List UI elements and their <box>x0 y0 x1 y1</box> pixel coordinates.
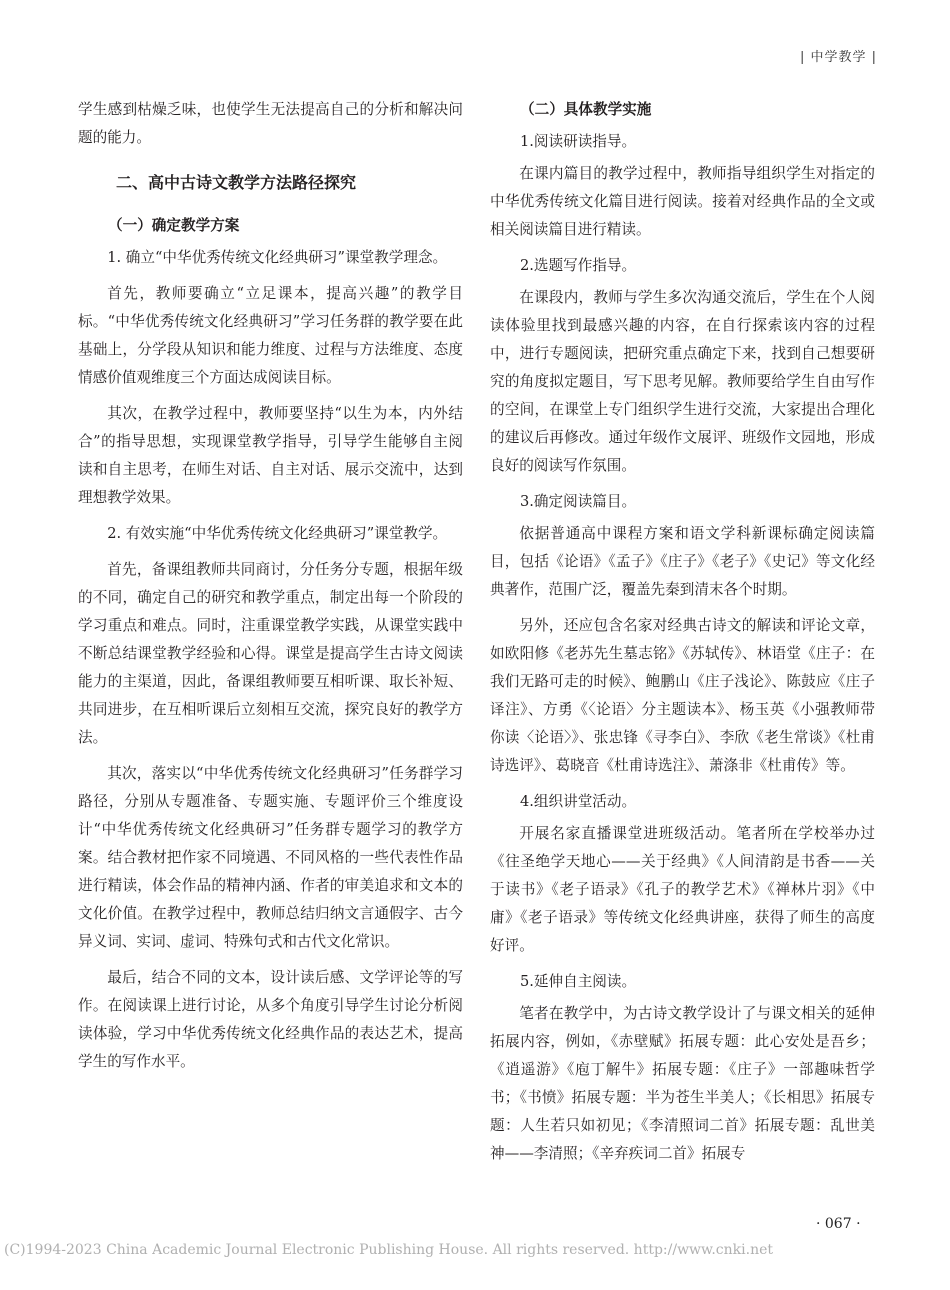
paragraph: 1. 确立“中华优秀传统文化经典研习”课堂教学理念。 <box>107 249 448 266</box>
paragraph: 其次，落实以“中华优秀传统文化经典研习”任务群学习路径，分别从专题准备、专题实施、专题评价三个维度设计“中华优秀传统文化经典研习”任务群专题学习的教学方案。结合教材把作家不同境遇、不同风格的一些代表性作品进行精读，体会作品的精神内涵、作者的审美追求和文本的文化价值。在教学过程中，教师总结归纳文言通假字、古今异义词、实词、虚词、特殊句式和古代文化常识。 <box>78 765 463 950</box>
right-column <box>490 96 875 1176</box>
paragraph: 开展名家直播课堂进班级活动。笔者所在学校举办过《往圣绝学天地心——关于经典》《人间清韵是书香——关于读书》《老子语录》《孔子的教学艺术》《禅林片羽》《中庸》《老子语录》等传统文化经典讲座，获得了师生的高度好评。 <box>490 825 875 954</box>
subsection-heading-2: （二）具体教学实施 <box>520 101 652 118</box>
intro-paragraph: 学生感到枯燥乏味，也使学生无法提高自己的分析和解决问题的能力。 <box>78 101 463 146</box>
subsection-heading-1: （一）确定教学方案 <box>108 217 240 234</box>
paragraph: 在课段内，教师与学生多次沟通交流后，学生在个人阅读体验里找到最感兴趣的内容，在自行探索该内容的过程中，进行专题阅读，把研究重点确定下来，找到自己想要研究的角度拟定题目，写下思考见解。教师要给学生自由写作的空间，在课堂上专门组织学生进行交流，大家提出合理化的建议后再修改。通过年级作文展评、班级作文园地，形成良好的阅读写作氛围。 <box>490 289 875 474</box>
left-column <box>78 96 463 1084</box>
step-heading: 2.选题写作指导。 <box>520 257 637 274</box>
step-heading: 5.延伸自主阅读。 <box>520 973 637 990</box>
paragraph: 首先，备课组教师共同商讨，分任务分专题，根据年级的不同，确定自己的研究和教学重点，制定出每一个阶段的学习重点和难点。同时，注重课堂教学实践，从课堂实践中不断总结课堂教学经验和心得。课堂是提高学生古诗文阅读能力的主渠道，因此，备课组教师要互相听课、取长补短、共同进步，在互相听课后立刻相互交流，探究良好的教学方法。 <box>78 561 463 746</box>
paragraph: 最后，结合不同的文本，设计读后感、文学评论等的写作。在阅读课上进行讨论，从多个角度引导学生讨论分析阅读体验，学习中华优秀传统文化经典作品的表达艺术，提高学生的写作水平。 <box>78 969 463 1070</box>
paragraph: 其次，在教学过程中，教师要坚持“以生为本，内外结合”的指导思想，实现课堂教学指导，引导学生能够自主阅读和自主思考，在师生对话、自主对话、展示交流中，达到理想教学效果。 <box>78 405 463 506</box>
paragraph: 在课内篇目的教学过程中，教师指导组织学生对指定的中华优秀传统文化篇目进行阅读。接着对经典作品的全文或相关阅读篇目进行精读。 <box>490 165 875 238</box>
paragraph: 笔者在教学中，为古诗文教学设计了与课文相关的延伸拓展内容，例如，《赤壁赋》拓展专题：此心安处是吾乡；《逍遥游》《庖丁解牛》拓展专题：《庄子》一部趣味哲学书；《书愤》拓展专题：半为苍生半美人；《长相思》拓展专题：人生若只如初见；《李清照词二首》拓展专题：乱世美神——李清照；《辛弃疾词二首》拓展专 <box>490 1005 875 1162</box>
journal-header: | 中学教学 | <box>800 50 878 65</box>
copyright-footer: (C)1994-2023 China Academic Journal Electronic Publishing House. All rights reserved. http://www.cnki.net <box>4 1242 774 1258</box>
paragraph: 依据普通高中课程方案和语文学科新课标确定阅读篇目，包括《论语》《孟子》《庄子》《老子》《史记》等文化经典著作，范围广泛，覆盖先秦到清末各个时期。 <box>490 525 875 598</box>
page-number: · 067 · <box>816 1216 861 1232</box>
paragraph: 另外，还应包含名家对经典古诗文的解读和评论文章，如欧阳修《老苏先生墓志铭》《苏轼传》、林语堂《庄子：在我们无路可走的时候》、鲍鹏山《庄子浅论》、陈鼓应《庄子译注》、方勇《〈论语〉分主题读本》、杨玉英《小强教师带你读〈论语〉》、张忠锋《寻李白》、李欣《老生常谈》《杜甫诗选评》、葛晓音《杜甫诗选注》、萧涤非《杜甫传》等。 <box>490 617 875 774</box>
section-heading: 二、高中古诗文教学方法路径探究 <box>116 173 357 192</box>
step-heading: 4.组织讲堂活动。 <box>520 793 637 810</box>
paragraph: 首先，教师要确立“立足课本，提高兴趣”的教学目标。“中华优秀传统文化经典研习”学习任务群的教学要在此基础上，分学段从知识和能力维度、过程与方法维度、态度情感价值观维度三个方面达成阅读目标。 <box>78 285 463 386</box>
paragraph: 2. 有效实施“中华优秀传统文化经典研习”课堂教学。 <box>107 525 448 542</box>
step-heading: 1.阅读研读指导。 <box>520 133 637 150</box>
step-heading: 3.确定阅读篇目。 <box>520 493 637 510</box>
